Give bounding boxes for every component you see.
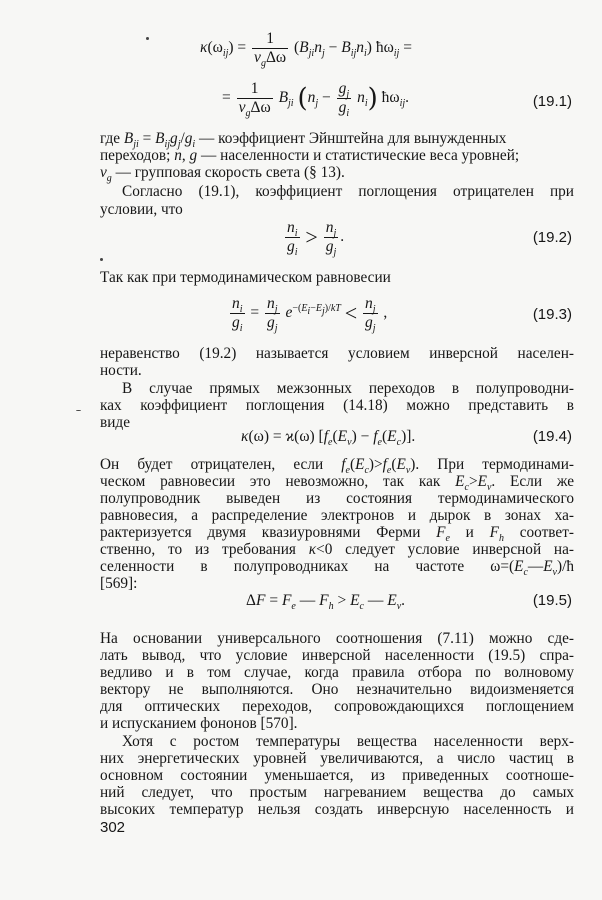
text-line: селенности в полупроводниках на частоте $\omega=(E_c—E_v)/ħ$: [100, 558, 574, 575]
equation-number-19-3: (19.3): [532, 306, 572, 323]
equation-19-1-rhs: = $\frac{1}{v_g\Delta\omega}$ $B_{ji}$ ($n_j$ − $\frac{g_j}{g_i}$ $n_i$) $ħ\omega_{ij}$.: [222, 80, 410, 120]
text-line: высоких температур нельзя создать инверсную населенность и: [100, 801, 574, 818]
text-line: Так как при термодинамическом равновесии: [100, 269, 391, 286]
text-line: них энергетических уровней увеличиваются, а число частиц в: [100, 750, 574, 767]
text-line: [569]:: [100, 575, 138, 592]
text-line: переходов; n, g — населенности и статистические веса уровней;: [100, 147, 520, 164]
text-line: Согласно (19.1), коэффициент поглощения отрицателен при: [122, 183, 574, 200]
text-line: На основании универсального соотношения (7.11) можно сде-: [100, 630, 574, 647]
text-line: ческом равновесии это невозможно, так как $E_c>E_v$. Если же: [100, 473, 574, 490]
equation-number-19-4: (19.4): [532, 428, 572, 445]
text-line: рактеризуется двумя квазиуровнями Ферми $F_e$ и $F_h$ соответ-: [100, 524, 574, 541]
text-line: Хотя с ростом температуры вещества населенности верх-: [122, 733, 574, 750]
text-line: В случае прямых межзонных переходов в полупроводни-: [122, 380, 574, 397]
page-number: 302: [100, 819, 126, 836]
equation-19-4: κ(ω) = ϰ(ω) $[f_e(E_v) - f_e(E_c)]$.: [241, 428, 416, 449]
text-line: Он будет отрицателен, если $f_e(E_c)>f_e(E_v)$. При термодинами-: [100, 456, 574, 473]
scan-speck: [146, 37, 149, 40]
text-line: равновесия, а распределение электронов и дырок в зонах ха-: [100, 507, 574, 524]
text-line: и испусканием фононов [570].: [100, 715, 298, 732]
equation-19-3: $\frac{n_i}{g_i}$ = $\frac{n_j}{g_j}$ $e^{-(E_i-E_j)/kT}$ < $\frac{n_j}{g_j}$ ,: [232, 295, 388, 335]
text-line: вектору не выполняются. Оно незначительно видоизменяется: [100, 681, 574, 698]
text-line: виде: [100, 414, 130, 431]
equation-19-5: $\Delta F = F_e$ — $F_h > E_c$ — $E_v$.: [246, 592, 406, 613]
text-line: $v_g$ — групповая скорость света (§ 13).: [100, 164, 345, 185]
text-line: условии, что: [100, 201, 183, 218]
text-line: ведливо и в том случае, когда правила отбора по волновому: [100, 664, 574, 681]
text-line: неравенство (19.2) называется условием инверсной населен-: [100, 345, 574, 362]
text-line: полупроводник выведен из состояния термодинамического: [100, 490, 574, 507]
equation-number-19-5: (19.5): [532, 592, 572, 609]
scan-speck: [100, 258, 103, 261]
scan-speck: [76, 410, 81, 411]
equation-number-19-1: (19.1): [532, 93, 572, 110]
text-line: ности.: [100, 362, 142, 379]
equation-19-1-lhs: $\kappa(\omega_{ij})$ = $\frac{1}{v_g\Delta\omega}$ $(B_{ji}n_j - B_{ij}n_i)$ $ħ\omega_{ij}$ =: [200, 30, 412, 70]
text-line: ний следует, что простым нагреванием вещества до самых: [100, 784, 574, 801]
text-line: ственно, то из требования κ<0 следует условие инверсной на-: [100, 541, 574, 558]
text-line: ках коэффициент поглощения (14.18) можно представить в: [100, 397, 574, 414]
text-line: для оптических переходов, сопровождающихся поглощением: [100, 698, 574, 715]
text-line: где $B_{ji} = B_{ij}g_j/g_i$ — коэффициент Эйнштейна для вынужденных: [100, 130, 507, 151]
equation-number-19-2: (19.2): [532, 229, 572, 246]
equation-19-2: $\frac{n_i}{g_i}$ > $\frac{n_j}{g_j}$ .: [287, 219, 345, 259]
text-line: лать вывод, что условие инверсной населенности (19.5) спра-: [100, 647, 574, 664]
text-line: основном состоянии уменьшается, из приведенных соотноше-: [100, 767, 574, 784]
